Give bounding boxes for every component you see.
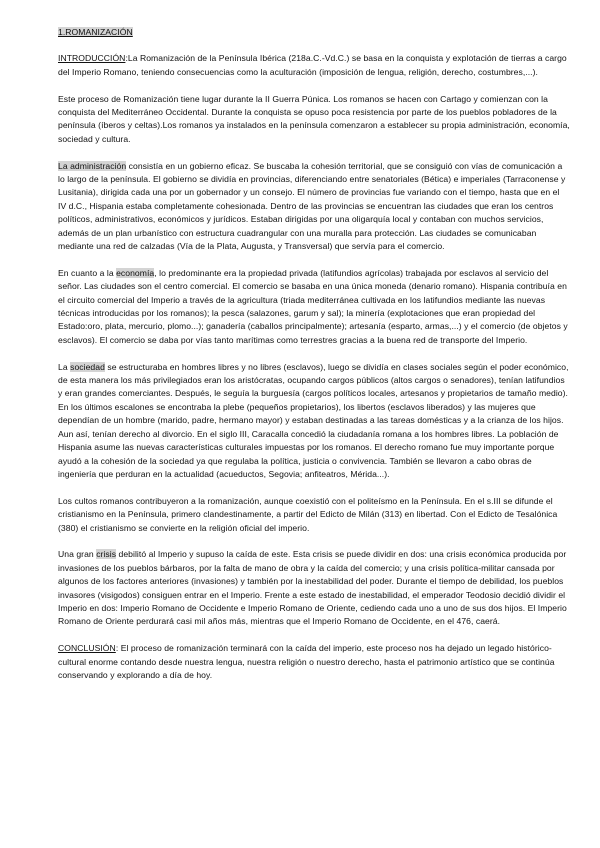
sociedad-keyword: sociedad xyxy=(70,361,105,372)
sociedad-before: La xyxy=(58,361,71,372)
crisis-keyword: crisis xyxy=(96,549,117,560)
page-title: 1.ROMANIZACIÓN xyxy=(58,27,133,37)
administracion-keyword: La administración xyxy=(58,160,127,171)
sociedad-text: se estructuraba en hombres libres y no libres (esclavos), luego se dividía en clases sociales según el poder económico, de esta manera los más privilegiados eran los aristócratas, ocupando cargos públicos (altos cargos o senadores), tenían latifundios y eran grandes comerciantes. Después, le seguía la burguesía (cargos políticos locales, artesanos y propietarios de tamaño medio). En los últimos escalones se encontraba la plebe (pequeños propietarios), los libertos (esclavos liberados) y las mujeres que dependían de un hombre (marido, padre, hermano mayor) y estaban destinadas a las tareas domésticas y a la crianza de los hijos. Aun así, tenían derecho al divorcio. En el siglo III, Caracalla concedió la ciudadanía romana a los hombres libres. La población de Hispania asume las nuevas características culturales impuestas por los romanos. El derecho romano fue muy importante porque ayudó a la cohesión de la sociedad ya que regulaba la política, justicia o convivencia. También se llevaron a cabo obras de ingeniería que perduran en la actualidad (acueductos, Segovia; anfiteatros, Mérida...). xyxy=(58,361,569,479)
conclusion-label: CONCLUSIÓN xyxy=(58,643,116,654)
cultos-paragraph: Los cultos romanos contribuyeron a la romanización, aunque coexistió con el politeísmo en la Península. En el s.III se difunde el cristianismo en la Península, primero clandestinamente, a partir del Edicto de Milán (313) en libertad. Con el Edicto de Tesalónica (380) el cristianismo se convierte en la religión oficial del imperio. xyxy=(58,495,558,533)
intro-label: INTRODUCCIÓN xyxy=(58,53,126,64)
administracion-paragraph xyxy=(58,160,570,254)
crisis-before: Una gran xyxy=(58,549,97,560)
guerra-paragraph: Este proceso de Romanización tiene lugar durante la II Guerra Púnica. Los romanos se hacen con Cartago y comienzan con la conquista del Mediterráneo Occidental. Durante la conquista se opuso poca resistencia por parte de los pueblos pobladores de la península (íberos y celtas).Los romanos ya instalados en la península comenzaron a establecer su propia administración, economía, sociedad y cultura. xyxy=(58,93,570,144)
economia-keyword: economía xyxy=(116,267,155,278)
economia-paragraph xyxy=(58,267,570,347)
administracion-text: consistía en un gobierno eficaz. Se buscaba la cohesión territorial, que se consiguió con vías de comunicación a lo largo de la península. El gobierno se dividía en provincias, diferenciando entre senatoriales (Bética) e imperiales (Tarraconense y Lusitania), dirigida cada una por un gobernador y un consejo. El número de provincias fue variando con el tiempo, hasta que en el IV d.C., Hispania estaba completamente cohesionada. Dentro de las provincias se encuentran las ciudades que eran los centros políticos, administrativos, económicos y jurídicos. Estaban dirigidas por una oligarquía local y contaban con muchos servicios, además de un plan urbanístico con estructura cuadrangular con una muralla para protección. Las ciudades se comunicaban mediante una red de calzadas (Vía de la Plata, Augusta, y Transversal) que servía para el comercio. xyxy=(58,160,566,252)
intro-text: :La Romanización de la Península Ibérica (218a.C.-Vd.C.) se basa en la conquista y explotación de tierras a cargo del Imperio Romano, teniendo consecuencias como la aculturación (imposición de lengua, religión, derecho, costumbres,...). xyxy=(58,53,567,77)
title-line xyxy=(58,26,570,39)
sociedad-paragraph xyxy=(58,361,570,482)
economia-before: En cuanto a la xyxy=(58,267,117,278)
conclusion-text: : El proceso de romanización terminará con la caída del imperio, este proceso nos ha dejado un legado histórico-cultural enorme contando desde nuestra lengua, nuestra religión o nuestro derecho, hasta el patrimonio artístico que se continúa conservando y explorando a día de hoy. xyxy=(58,643,555,680)
economia-text: , lo predominante era la propiedad privada (latifundios agrícolas) trabajada por esclavos al servicio del señor. Las ciudades son el centro comercial. El comercio se basaba en una única moneda (denario romano). Hispania contribuía en el circuito comercial del Imperio a través de la agricultura (triada mediterránea cultivada en los latifundios mediante las nuevas técnicas introducidas por los romanos); la pesca (salazones, garum y sal); la minería (explotaciones que eran propiedad del Estado:oro, plata, mercurio, plomo...); ganadería (caballos principalmente); artesanía (esparto, armas,...) y el comercio (de objetos y esclavos). El comercio se daba por vías tanto marítimas como terrestres gracias a la buena red de transporte del Imperio. xyxy=(58,267,568,345)
conclusion-paragraph xyxy=(58,642,570,682)
intro-paragraph xyxy=(58,52,570,79)
crisis-paragraph xyxy=(58,548,570,628)
crisis-text: debilitó al Imperio y supuso la caída de este. Esta crisis se puede dividir en dos: una crisis económica producida por invasiones de los pueblos bárbaros, por la falta de mano de obra y la caída del comercio; y una crisis política-militar cansada por algunos de los factores anteriores (invasiones) y también por la inestabilidad del poder. Durante el tiempo de debilidad, los pueblos invasores (visigodos) consiguen entrar en el Imperio. Frente a este estado de inestabilidad, el emperador Teodosio decidió dividir el Imperio en dos: Imperio Romano de Occidente e Imperio Romano de Oriente, cediendo cada uno a uno de sus dos hijos. El Imperio Romano de Oriente perdurará casi mil años más, mientras que el Imperio Romano de Occidente, en el 476, caerá. xyxy=(58,549,567,627)
